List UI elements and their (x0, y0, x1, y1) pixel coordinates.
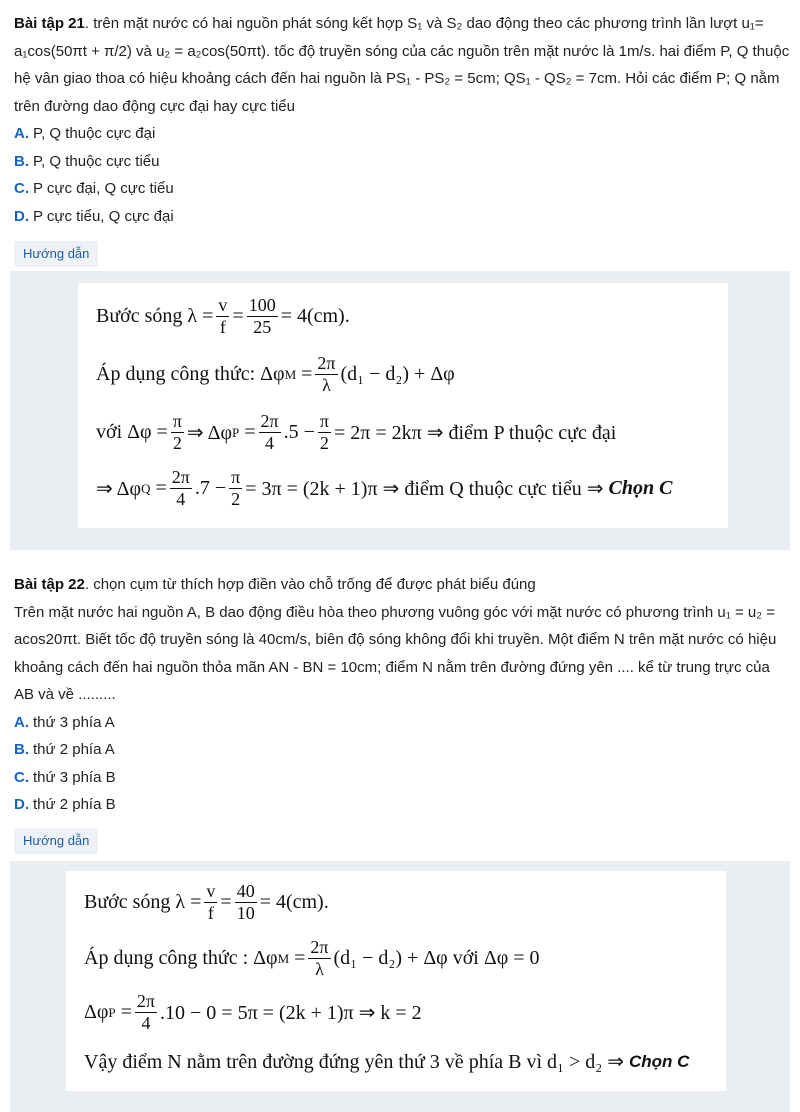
exercise-label: Bài tập 21 (14, 15, 85, 32)
exercise-22 (14, 571, 790, 819)
question-21 (14, 10, 790, 120)
solution-panel (10, 861, 790, 1112)
exercise-21 (14, 10, 790, 230)
answer-choice: Chọn C (608, 477, 673, 499)
answer-choice: Chọn C (629, 1051, 690, 1071)
question-22 (14, 571, 790, 599)
option-c: C. thứ 3 phía B (14, 768, 116, 786)
solution-line: Áp dụng công thức : Δφ M = $\frac{2\pi}{\lambda}$ (d₁ − d₂) + Δφ với Δφ = 0 (84, 937, 540, 979)
question-text: . chọn cụm từ thích hợp điền vào chỗ trống để được phát biểu đúng (84, 576, 536, 593)
guide-toggle[interactable]: Hướng dẫn (14, 241, 98, 267)
solution-line: Bước sóng λ = $\frac{v}{f}$ = $\frac{40}{10}$ = 4(cm). (84, 881, 329, 923)
question-text: . trên mặt nước có hai nguồn phát sóng kết hợp S₁ và S₂ dao động theo các phương trình lần lượt u₁= a₁cos(50πt + π/2) và u₂ = a₂cos(50πt). tốc độ truyền sóng của các nguồn trên mặt nước là 1m/s. hai điểm P, Q thuộc hệ vân giao thoa có hiệu khoảng cách đến hai nguồn là PS₁ - PS₂ = 5cm; QS₁ - QS₂ = 7cm. Hỏi các điểm P; Q nằm trên đường dao động cực đại hay cực tiểu (14, 15, 790, 115)
option-b: B. P, Q thuộc cực tiểu (14, 152, 160, 170)
solution-line: Δφ P = $\frac{2\pi}{4}$ .10 − 0 = 5π = (2k + 1)π ⇒ k = 2 (84, 991, 422, 1033)
solution-panel (10, 271, 790, 550)
solution-line: với Δφ = $\frac{\pi}{2}$ ⇒ Δφ P = $\frac{2\pi}{4}$ .5 − $\frac{\pi}{2}$ = 2π = 2kπ ⇒ điểm P thuộc cực đại (96, 411, 617, 453)
solution-line: Bước sóng λ = $\frac{v}{f}$ = $\frac{100}{25}$ = 4(cm). (96, 295, 350, 337)
option-c: C. P cực đại, Q cực tiểu (14, 180, 174, 197)
solution-line: Áp dụng công thức: Δφ M = $\frac{2\pi}{\lambda}$ (d₁ − d₂) + Δφ (96, 353, 455, 395)
option-d: D. thứ 2 phía B (14, 796, 116, 813)
question-body: Trên mặt nước hai nguồn A, B dao động điều hòa theo phương vuông góc với mặt nước có phương trình u₁ = u₂ = acos20πt. Biết tốc độ truyền sóng là 40cm/s, biên độ sóng không đổi khi truyền. Một điểm N trên mặt nước có hiệu khoảng cách đến hai nguồn thỏa mãn AN - BN = 10cm; điểm N nằm trên đường đứng yên .... kể từ trung trực của AB và về ......... (14, 603, 777, 703)
option-a: A. thứ 3 phía A (14, 713, 115, 731)
solution-line: ⇒ Δφ Q = $\frac{2\pi}{4}$ .7 − $\frac{\pi}{2}$ = 3π = (2k + 1)π ⇒ điểm Q thuộc cực tiểu ⇒ Chọn C (96, 467, 673, 509)
solution-card (66, 871, 726, 1091)
solution-card (78, 283, 728, 528)
exercise-label: Bài tập 22 (14, 576, 85, 593)
solution-line: Vậy điểm N nằm trên đường đứng yên thứ 3 về phía B vì d₁ > d₂ ⇒ Chọn C (84, 1051, 690, 1073)
option-d: D. P cực tiểu, Q cực đại (14, 207, 174, 225)
option-b: B. thứ 2 phía A (14, 741, 115, 758)
option-a: A. P, Q thuộc cực đại (14, 125, 156, 142)
guide-toggle[interactable]: Hướng dẫn (14, 828, 98, 854)
